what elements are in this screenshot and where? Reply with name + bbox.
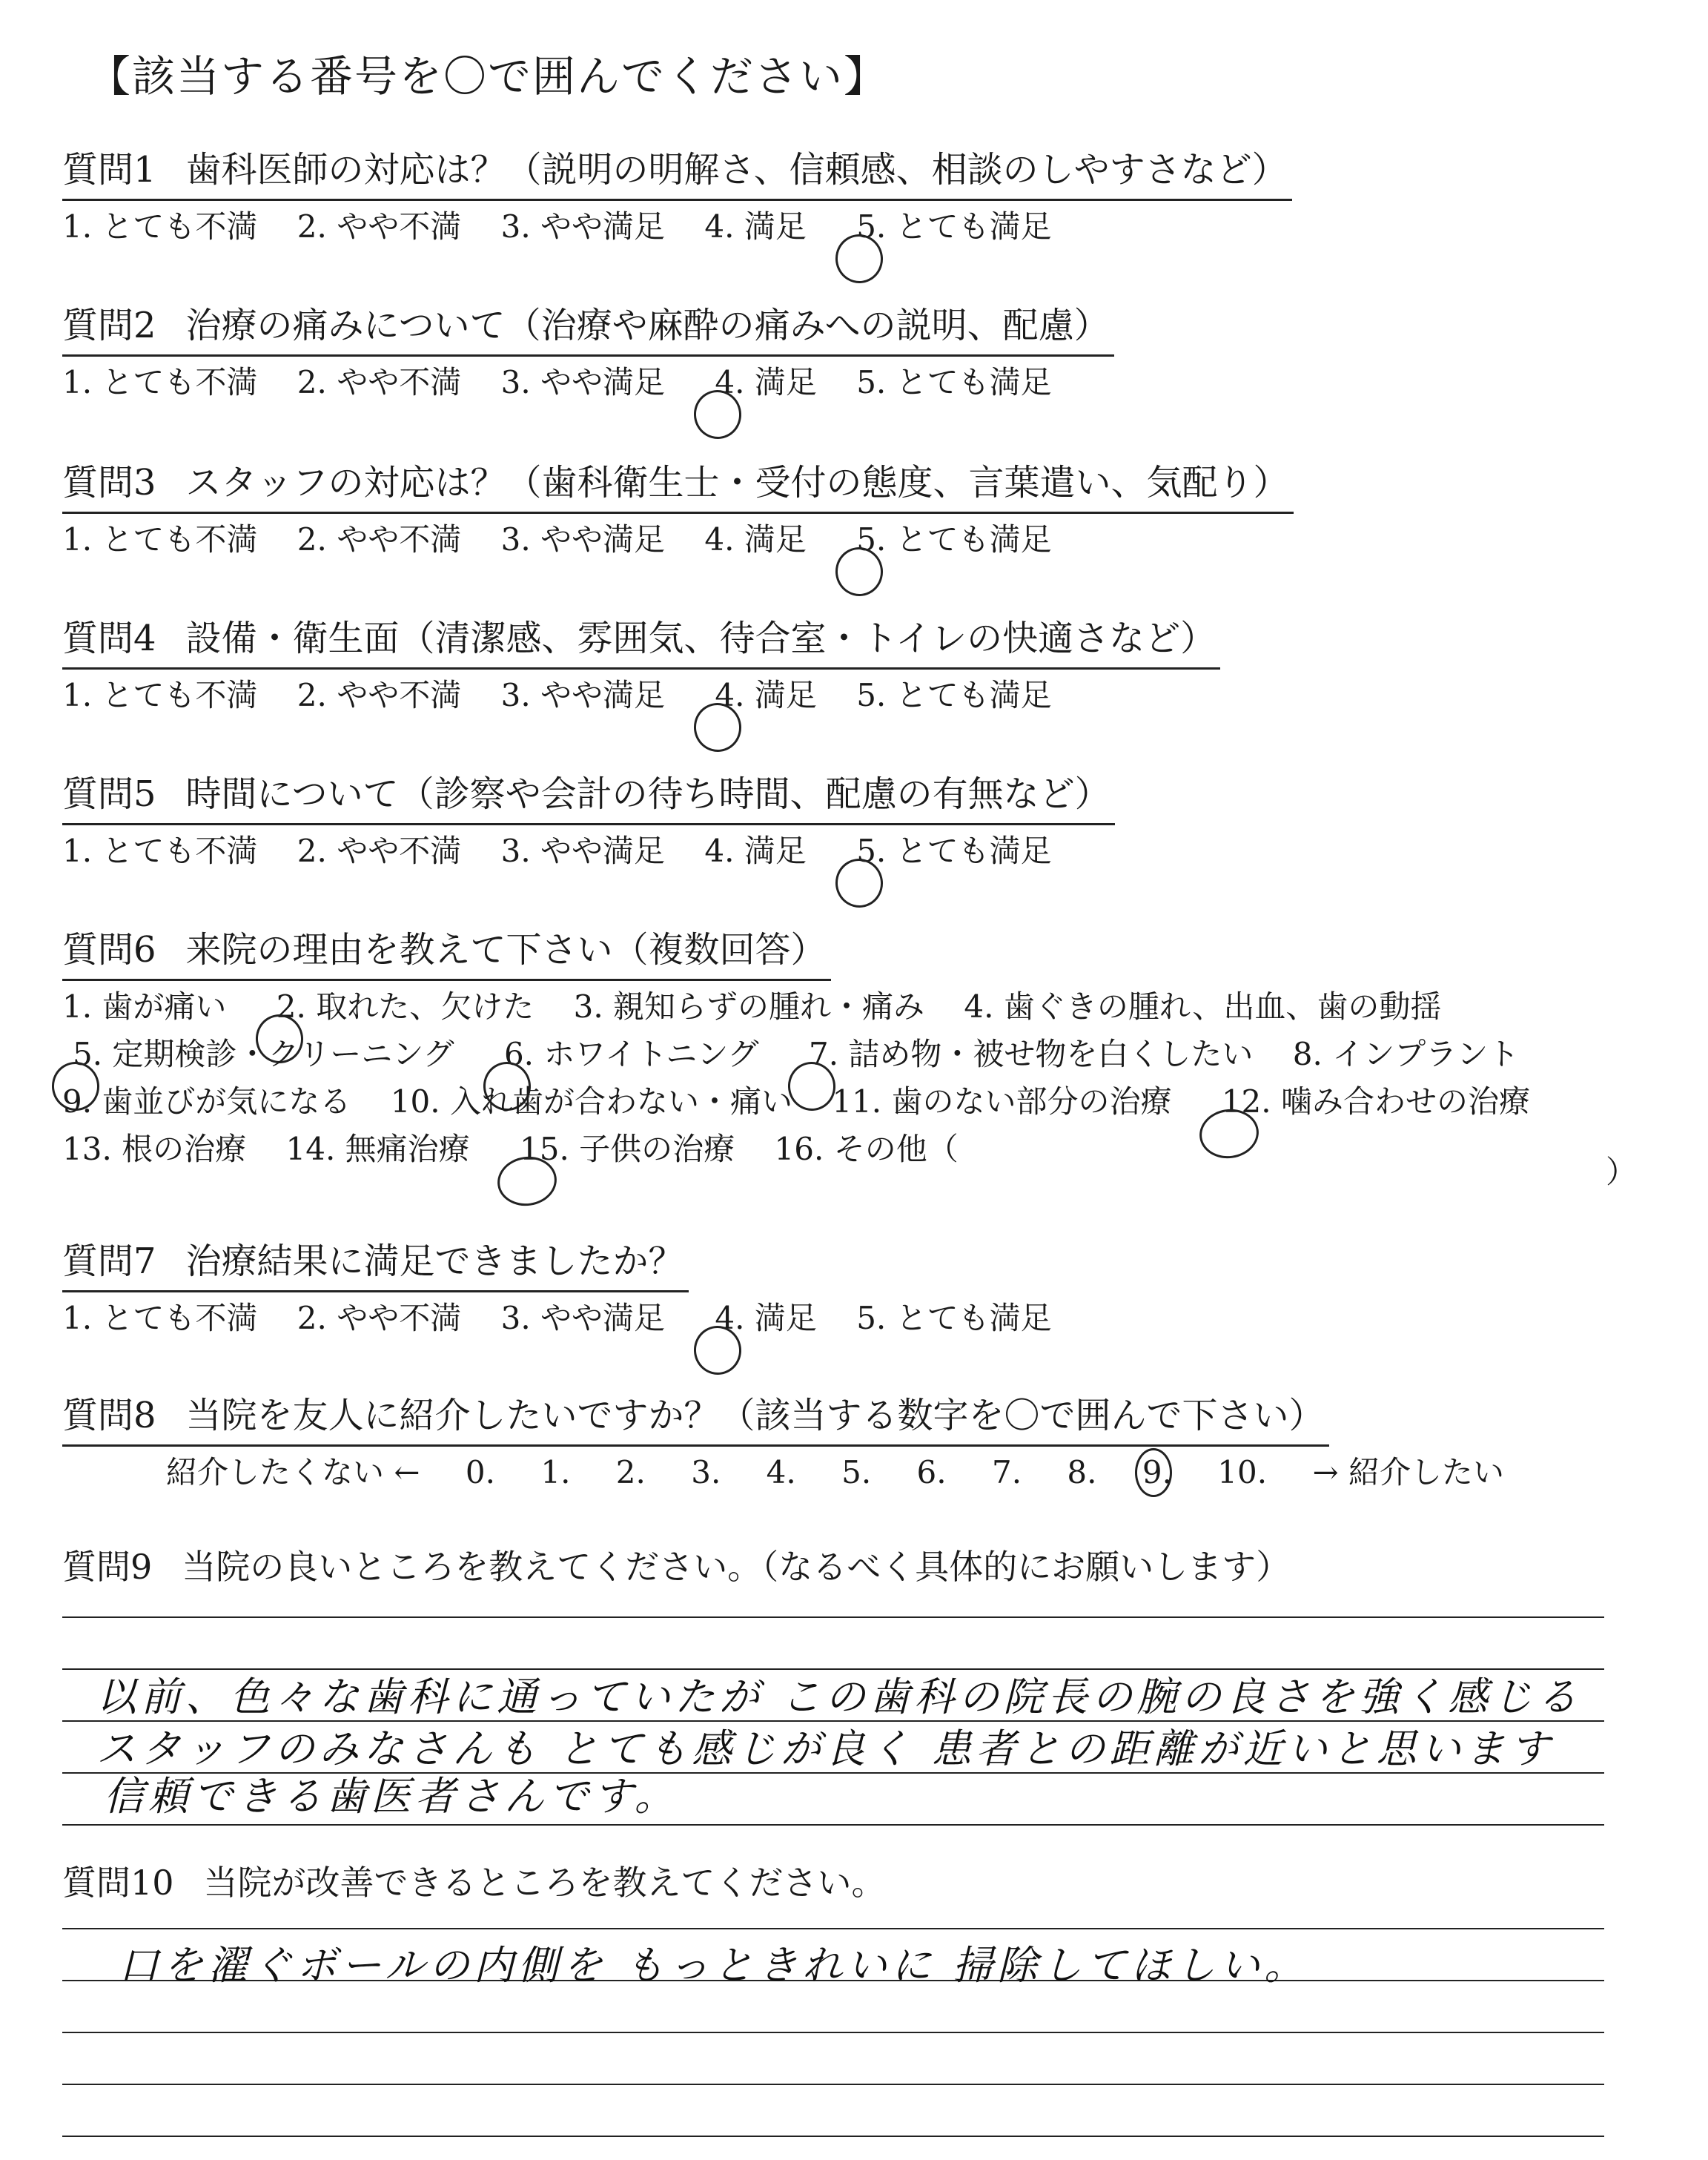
question-number: 質問2 bbox=[62, 305, 156, 346]
option-3[interactable]: 3. やや満足 bbox=[500, 364, 666, 400]
reason-8[interactable]: 8. インプラント bbox=[1292, 1036, 1520, 1072]
option-2[interactable]: 2. やや不満 bbox=[297, 1300, 462, 1336]
question-8-heading bbox=[62, 1393, 1329, 1447]
scale-8[interactable]: 8. bbox=[1067, 1454, 1097, 1490]
option-5-circled[interactable] bbox=[846, 830, 1051, 873]
option-2[interactable]: 2. やや不満 bbox=[297, 833, 462, 869]
option-4[interactable]: 4. 満足 bbox=[704, 208, 807, 245]
option-label: 6. ホワイトニング bbox=[503, 1036, 759, 1072]
question-text: 当院が改善できるところを教えてください。 bbox=[203, 1863, 886, 1903]
scale-2[interactable]: 2. bbox=[615, 1454, 646, 1490]
option-label: 5. 定期検診・クリーニング bbox=[73, 1036, 454, 1072]
answer-line bbox=[62, 2084, 1604, 2085]
reason-row-4 bbox=[62, 1128, 1560, 1171]
option-label: 15. 子供の治療 bbox=[520, 1131, 735, 1167]
question-text: 設備・衛生面（清潔感、雰囲気、待合室・トイレの快適さなど） bbox=[185, 618, 1217, 659]
question-4 bbox=[62, 615, 1220, 717]
scale-0[interactable]: 0. bbox=[465, 1454, 495, 1490]
question-3-heading bbox=[62, 460, 1294, 514]
recommend-scale bbox=[62, 1451, 1540, 1494]
handwritten-answer-line-1: 以前、色々な歯科に通っていたが この歯科の院長の腕の良さを強く感じる bbox=[96, 1674, 1582, 1720]
question-text: 歯科医師の対応は？（説明の明解さ、信頼感、相談のしやすさなど） bbox=[185, 149, 1288, 191]
question-10-heading bbox=[62, 1860, 886, 1906]
option-4-circled[interactable] bbox=[704, 674, 816, 717]
reason-6-circled[interactable] bbox=[494, 1033, 759, 1076]
reason-14[interactable]: 14. 無痛治療 bbox=[285, 1131, 470, 1167]
question-text: 治療結果に満足できましたか？ bbox=[185, 1241, 684, 1282]
option-1[interactable]: 1. とても不満 bbox=[62, 833, 258, 869]
answer-options bbox=[62, 830, 1115, 873]
option-3[interactable]: 3. やや満足 bbox=[500, 833, 666, 869]
question-number: 質問10 bbox=[62, 1863, 174, 1903]
reason-16[interactable]: 16. その他（ bbox=[774, 1131, 959, 1167]
scale-9-circled[interactable]: 9. bbox=[1142, 1451, 1172, 1494]
answer-line bbox=[62, 2032, 1604, 2033]
option-4[interactable]: 4. 満足 bbox=[704, 521, 807, 558]
reason-4[interactable]: 4. 歯ぐきの腫れ、出血、歯の動揺 bbox=[964, 988, 1442, 1025]
reason-row-2 bbox=[62, 1033, 1560, 1076]
option-2[interactable]: 2. やや不満 bbox=[297, 677, 462, 713]
answer-line bbox=[62, 2136, 1604, 2137]
option-5[interactable]: 5. とても満足 bbox=[856, 1300, 1052, 1336]
scale-5[interactable]: 5. bbox=[841, 1454, 872, 1490]
reason-15-circled[interactable] bbox=[509, 1128, 735, 1171]
reason-row-1 bbox=[62, 985, 1560, 1028]
reason-row-3 bbox=[62, 1080, 1560, 1123]
option-label: 7. 詰め物・被せ物を白くしたい bbox=[808, 1036, 1254, 1072]
scale-6[interactable]: 6. bbox=[916, 1454, 947, 1490]
question-10 bbox=[62, 1860, 886, 1906]
question-text: 治療の痛みについて（治療や麻酔の痛みへの説明、配慮） bbox=[185, 305, 1110, 346]
page-title: 【該当する番号を〇で囲んでください】 bbox=[87, 51, 889, 102]
option-label: 4. 満足 bbox=[715, 1300, 817, 1336]
reason-11[interactable]: 11. 歯のない部分の治療 bbox=[832, 1083, 1172, 1120]
option-label: 4. 満足 bbox=[715, 677, 817, 713]
scale-10[interactable]: 10. bbox=[1217, 1454, 1268, 1490]
question-5 bbox=[62, 771, 1115, 873]
other-close-paren: ） bbox=[1606, 1154, 1638, 1190]
scale-7[interactable]: 7. bbox=[991, 1454, 1022, 1490]
reason-2-circled[interactable] bbox=[266, 985, 534, 1028]
question-7 bbox=[62, 1238, 1082, 1340]
answer-options bbox=[62, 361, 1114, 404]
question-7-heading bbox=[62, 1238, 689, 1292]
answer-options bbox=[62, 1297, 1082, 1340]
handwritten-answer-line-2: スタッフのみなさんも とても感じが良く 患者との距離が近いと思います bbox=[96, 1725, 1555, 1772]
reason-5-circled[interactable] bbox=[62, 1033, 454, 1076]
reason-13[interactable]: 13. 根の治療 bbox=[62, 1131, 247, 1167]
question-9-heading bbox=[62, 1544, 1290, 1590]
handwritten-answer-line-3: 信頼できる歯医者さんです。 bbox=[104, 1773, 679, 1820]
reason-3[interactable]: 3. 親知らずの腫れ・痛み bbox=[573, 988, 925, 1025]
option-1[interactable]: 1. とても不満 bbox=[62, 208, 258, 245]
question-number: 質問1 bbox=[62, 149, 156, 191]
scale-right-label: → 紹介したい bbox=[1312, 1454, 1504, 1490]
option-label: 4. 満足 bbox=[715, 364, 817, 400]
answer-options bbox=[62, 205, 1292, 248]
option-3[interactable]: 3. やや満足 bbox=[500, 1300, 666, 1336]
question-2-heading bbox=[62, 303, 1114, 357]
question-text: スタッフの対応は？（歯科衛生士・受付の態度、言葉遣い、気配り） bbox=[185, 462, 1289, 503]
question-number: 質問8 bbox=[62, 1395, 156, 1436]
option-2[interactable]: 2. やや不満 bbox=[297, 521, 462, 558]
scale-1[interactable]: 1. bbox=[540, 1454, 571, 1490]
question-5-heading bbox=[62, 771, 1115, 825]
option-3[interactable]: 3. やや満足 bbox=[500, 521, 666, 558]
question-text: 来院の理由を教えて下さい（複数回答） bbox=[185, 929, 827, 971]
scale-3[interactable]: 3. bbox=[691, 1454, 721, 1490]
question-6 bbox=[62, 927, 1560, 1171]
question-8 bbox=[62, 1393, 1540, 1494]
option-5[interactable]: 5. とても満足 bbox=[856, 364, 1052, 400]
question-3 bbox=[62, 460, 1294, 561]
option-1[interactable]: 1. とても不満 bbox=[62, 677, 258, 713]
option-4[interactable]: 4. 満足 bbox=[704, 833, 807, 869]
question-number: 質問6 bbox=[62, 929, 156, 971]
question-9 bbox=[62, 1544, 1290, 1590]
option-1[interactable]: 1. とても不満 bbox=[62, 364, 258, 400]
answer-options bbox=[62, 518, 1294, 561]
option-label: 5. とても満足 bbox=[856, 208, 1052, 245]
answer-line bbox=[62, 1824, 1604, 1826]
reason-9[interactable]: 9. 歯並びが気になる bbox=[62, 1083, 351, 1120]
option-1[interactable]: 1. とても不満 bbox=[62, 521, 258, 558]
option-3[interactable]: 3. やや満足 bbox=[500, 677, 666, 713]
option-4-circled[interactable] bbox=[704, 361, 816, 404]
question-number: 質問5 bbox=[62, 773, 156, 815]
reason-7-circled[interactable] bbox=[798, 1033, 1253, 1076]
option-label: 5. とても満足 bbox=[856, 833, 1052, 869]
option-2[interactable]: 2. やや不満 bbox=[297, 364, 462, 400]
answer-options bbox=[62, 674, 1220, 717]
reason-1[interactable]: 1. 歯が痛い bbox=[62, 988, 227, 1025]
question-number: 質問9 bbox=[62, 1547, 153, 1587]
question-6-heading bbox=[62, 927, 831, 981]
option-3[interactable]: 3. やや満足 bbox=[500, 208, 666, 245]
answer-line bbox=[62, 1616, 1604, 1618]
question-2 bbox=[62, 303, 1114, 404]
question-text: 当院の良いところを教えてください。（なるべく具体的にお願いします） bbox=[182, 1547, 1291, 1587]
option-5-circled[interactable] bbox=[846, 518, 1051, 561]
scale-left-label: 紹介したくない ← bbox=[166, 1454, 420, 1490]
option-label: 5. とても満足 bbox=[856, 521, 1052, 558]
option-4-circled[interactable] bbox=[704, 1297, 816, 1340]
question-4-heading bbox=[62, 615, 1220, 670]
reason-10[interactable]: 10. 入れ歯が合わない・痛い bbox=[390, 1083, 792, 1120]
question-number: 質問3 bbox=[62, 462, 156, 503]
answer-line bbox=[62, 1928, 1604, 1929]
question-1-heading bbox=[62, 147, 1292, 201]
question-1 bbox=[62, 147, 1292, 248]
question-text: 当院を友人に紹介したいですか？（該当する数字を〇で囲んで下さい） bbox=[185, 1395, 1325, 1436]
option-label: 2. 取れた、欠けた bbox=[276, 988, 534, 1025]
option-2[interactable]: 2. やや不満 bbox=[297, 208, 462, 245]
option-label: 12. 噛み合わせの治療 bbox=[1221, 1083, 1530, 1120]
scale-4[interactable]: 4. bbox=[766, 1454, 796, 1490]
question-text: 時間について（診察や会計の待ち時間、配慮の有無など） bbox=[185, 773, 1110, 815]
option-5-circled[interactable] bbox=[846, 205, 1051, 248]
question-number: 質問7 bbox=[62, 1241, 156, 1282]
option-5[interactable]: 5. とても満足 bbox=[856, 677, 1052, 713]
question-number: 質問4 bbox=[62, 618, 156, 659]
reason-12-circled[interactable] bbox=[1211, 1080, 1530, 1123]
option-1[interactable]: 1. とても不満 bbox=[62, 1300, 258, 1336]
handwritten-answer-q10: 口を濯ぐボールの内側を もっときれいに 掃除してほしい。 bbox=[119, 1942, 1309, 1989]
